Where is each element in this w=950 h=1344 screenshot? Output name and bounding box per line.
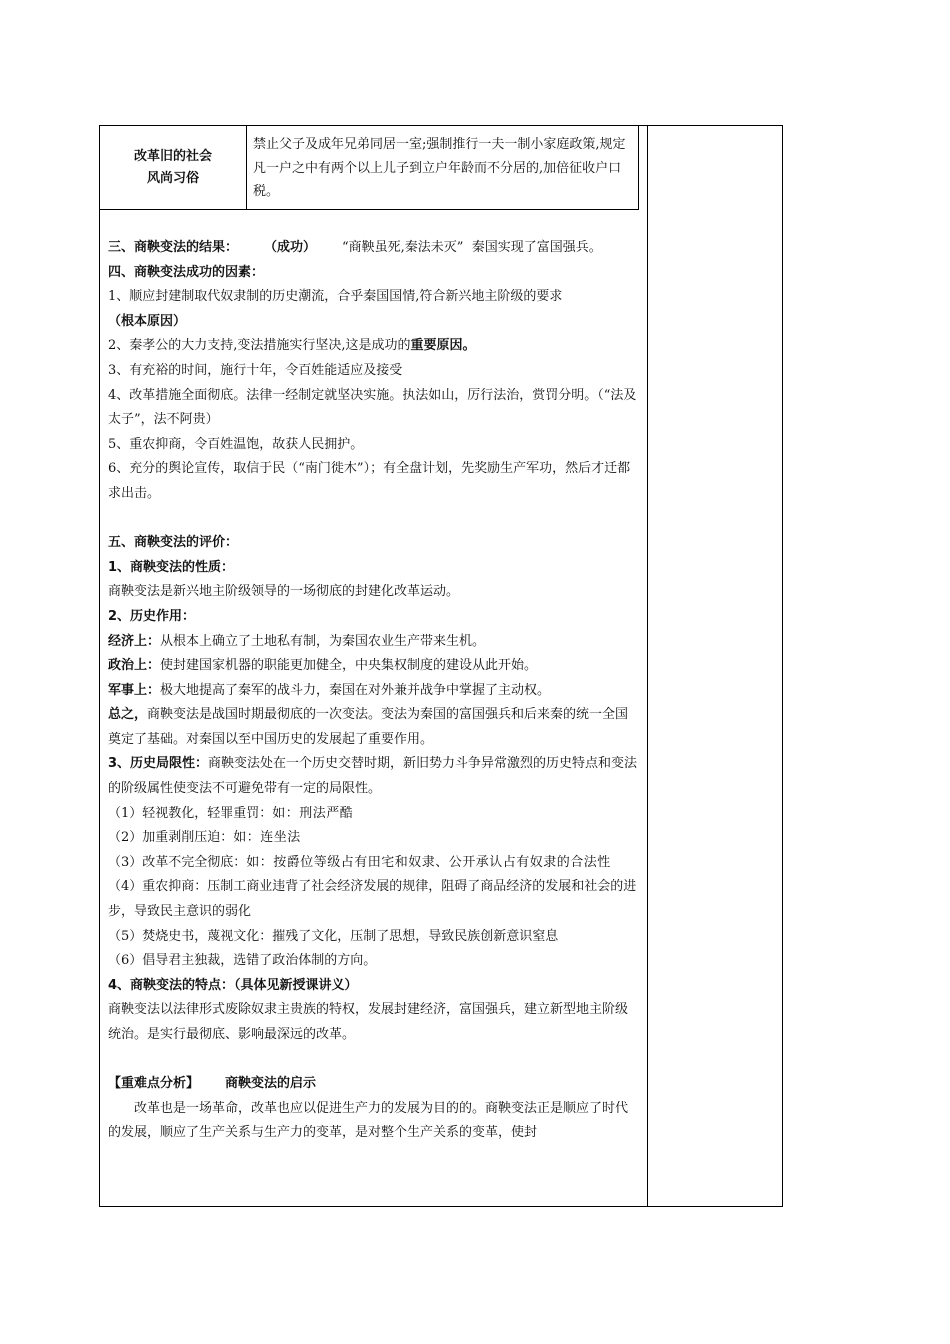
spacer	[108, 507, 638, 532]
section5-heading: 五、商鞅变法的评价：	[108, 535, 239, 551]
sum-text: 商鞅变法是战国时期最彻底的一次变法。变法为秦国的富国强兵和后来秦的统一全国奠定了基础。对秦国以至中国历史的发展起了重要作用。	[108, 707, 629, 747]
pol-label: 政治上：	[108, 658, 161, 674]
limit3-label: （3）改革不完全彻底：	[108, 854, 247, 870]
section4-item1-text: 1、顺应封建制取代奴隶制的历史潮流，合乎秦国国情,符合新兴地主阶级的要求	[108, 289, 563, 305]
section4-item6: 6、充分的舆论宣传，取信于民（“南门徙木”）；有全盘计划，先奖励生产军功，然后才迁都求出击。	[108, 461, 631, 501]
section4-item3: 3、有充裕的时间，施行十年，令百姓能适应及接受	[108, 362, 403, 378]
role-politics	[108, 654, 638, 679]
section4-item1-bold: （根本原因）	[108, 313, 187, 329]
analysis-heading-line	[108, 1072, 638, 1097]
feature-heading: 4、商鞅变法的特点：（具体见新授课讲义）	[108, 977, 358, 993]
notes-column-divider	[647, 125, 648, 1207]
reform-label-cell	[100, 126, 247, 209]
analysis-tag: 【重难点分析】	[108, 1076, 200, 1092]
limit-item2	[108, 826, 638, 851]
section3-heading: 三、商鞅变法的结果：	[108, 240, 239, 255]
section3-quote: “商鞅虽死,秦法未灭”	[342, 240, 464, 255]
section4-item2-text: 2、秦孝公的大力支持,变法措施实行坚决,这是成功的	[108, 338, 411, 354]
limit-item5: （5）焚烧史书，蔑视文化：摧残了文化，压制了思想，导致民族创新意识窒息	[108, 928, 559, 944]
feature-heading-line	[108, 974, 638, 999]
nature-heading: 1、商鞅变法的性质：	[108, 559, 235, 575]
mil-text: 极大地提高了秦军的战斗力，秦国在对外兼并战争中掌握了主动权。	[160, 682, 551, 698]
section4-heading: 四、商鞅变法成功的因素：	[108, 264, 265, 280]
section3-result: （成功）	[264, 240, 317, 255]
pol-text: 使封建国家机器的职能更加健全，中央集权制度的建设从此开始。	[160, 658, 538, 674]
limit-paragraph	[108, 752, 638, 801]
reform-label-line2: 风尚习俗	[146, 170, 199, 186]
econ-label: 经济上：	[108, 633, 161, 649]
limit1-label: （1）轻视教化，轻罪重罚：	[108, 805, 273, 821]
section4-item1	[108, 285, 638, 334]
sum-label: 总之，	[108, 707, 148, 723]
section3-text: 秦国实现了富国强兵。	[471, 240, 602, 255]
limit2-label: （2）加重剥削压迫：	[108, 830, 234, 846]
reform-label-line1: 改革旧的社会	[133, 148, 212, 164]
nature-heading-line	[108, 556, 638, 581]
limit-heading: 3、历史局限性：	[108, 756, 209, 772]
role-military	[108, 679, 638, 704]
role-summary	[108, 703, 638, 752]
limit2-example: 如：连坐法	[233, 830, 301, 846]
section4-item2-bold: 重要原因。	[410, 338, 476, 354]
limit3-example: 如：按爵位等级占有田宅和奴隶、公开承认占有奴隶的合法性	[246, 854, 611, 870]
section4-heading-line	[108, 261, 638, 286]
mil-label: 军事上：	[108, 682, 161, 698]
limit-item6: （6）倡导君主独裁，选错了政治体制的方向。	[108, 953, 377, 969]
role-heading: 2、历史作用：	[108, 608, 196, 624]
nature-text: 商鞅变法是新兴地主阶级领导的一场彻底的封建化改革运动。	[108, 584, 460, 600]
analysis-text: 改革也是一场革命，改革也应以促进生产力的发展为目的的。商鞅变法正是顺应了时代的发展，顺应了生产关系与生产力的变革，是对整个生产关系的变革，使封	[108, 1100, 629, 1141]
section4-item5: 5、重农抑商，令百姓温饱，故获人民拥护。	[108, 436, 364, 452]
limit-item4: （4）重农抑商：压制工商业违背了社会经济发展的规律，阻碍了商品经济的发展和社会的进步，导致民主意识的弱化	[108, 879, 637, 920]
feature-text: 商鞅变法以法律形式废除奴隶主贵族的特权，发展封建经济，富国强兵，建立新型地主阶级统治。是实行最彻底、影响最深远的改革。	[108, 1002, 629, 1042]
limit-text: 商鞅变法处在一个历史交替时期，新旧势力斗争异常激烈的历史特点和变法的阶级属性使变法不可避免带有一定的局限性。	[108, 756, 638, 797]
role-heading-line	[108, 605, 638, 630]
section5-heading-line	[108, 531, 638, 556]
limit1-example: 如：刑法严酷	[272, 805, 354, 821]
reform-customs-table	[99, 125, 639, 210]
reform-content-cell: 禁止父子及成年兄弟同居一室;强制推行一夫一制小家庭政策,规定凡一户之中有两个以上儿子到立户年龄而不分居的,加倍征收户口税。	[253, 137, 626, 199]
analysis-title: 商鞅变法的启示	[225, 1076, 317, 1092]
role-economy	[108, 630, 638, 655]
spacer	[108, 1048, 638, 1073]
limit-item3	[108, 851, 638, 876]
section3-paragraph	[108, 236, 638, 261]
main-text-body	[108, 236, 638, 1146]
econ-text: 从根本上确立了土地私有制，为秦国农业生产带来生机。	[160, 633, 486, 649]
section4-item4: 4、改革措施全面彻底。法律一经制定就坚决实施。执法如山，厉行法治，赏罚分明。（“法及太子”，法不阿贵）	[108, 387, 637, 428]
limit-item1	[108, 802, 638, 827]
section4-item2	[108, 334, 638, 359]
